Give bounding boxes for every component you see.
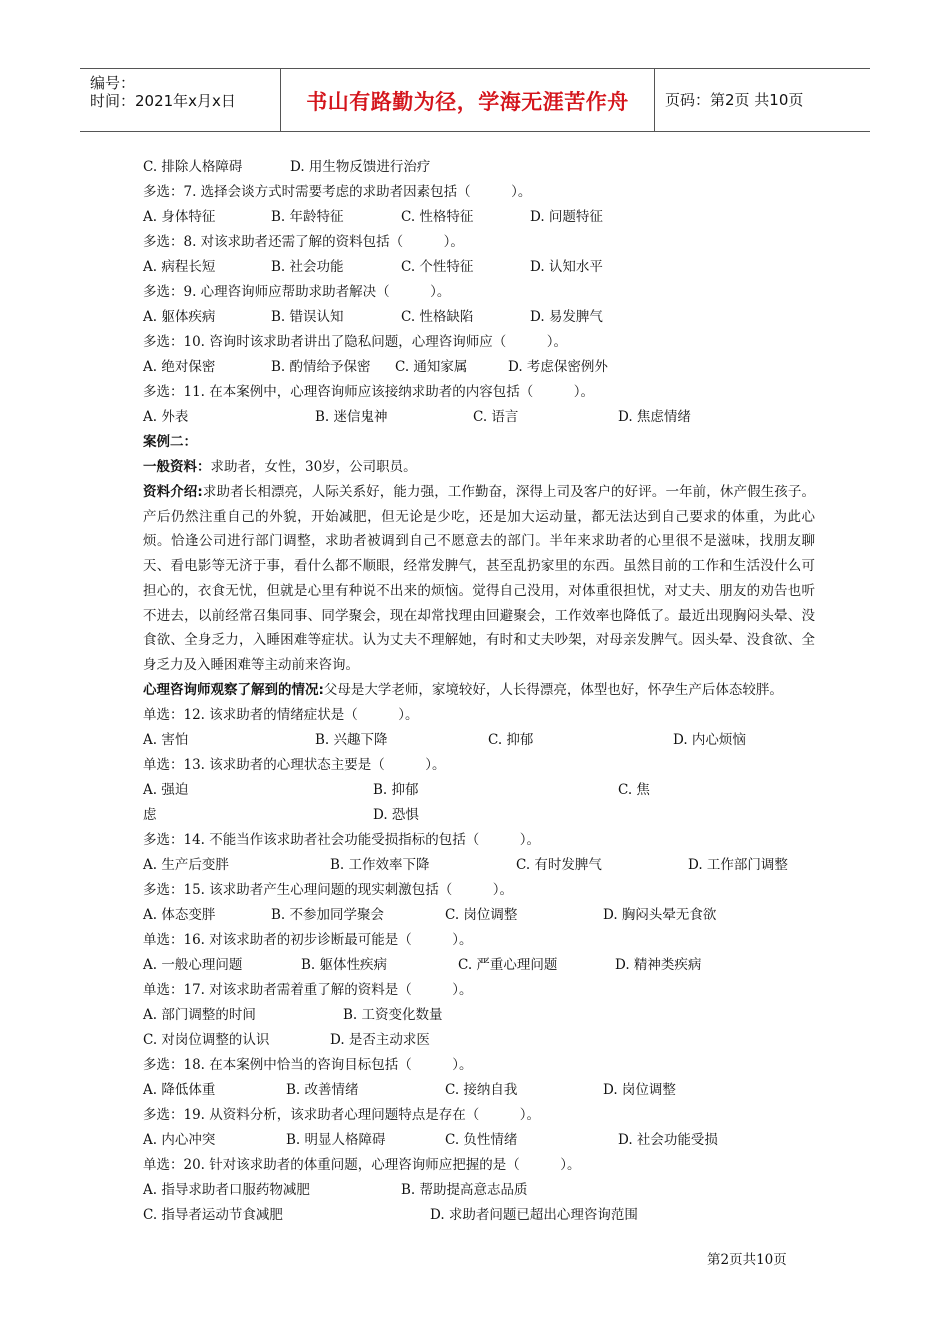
question-text: 多选：14. 不能当作该求助者社会功能受损指标的包括（ ）。: [143, 831, 541, 848]
header-motto-cell: [281, 69, 655, 131]
answer-option: A. 体态变胖: [143, 906, 216, 923]
answer-option: C. 性格特征: [401, 209, 474, 225]
section-label: 资料介绍:: [143, 484, 203, 500]
answer-option: C. 有时发脾气: [516, 856, 602, 873]
options-row: [143, 205, 815, 230]
answer-option: B. 改善情绪: [286, 1081, 359, 1098]
header-left-cell: [80, 69, 281, 131]
answer-option: D. 恐惧: [373, 806, 419, 823]
question-text: 多选：10. 咨询时该求助者讲出了隐私问题，心理咨询师应（ ）。: [143, 334, 568, 350]
answer-option: C. 性格缺陷: [401, 309, 474, 325]
options-row: [143, 778, 815, 803]
options-row: [143, 305, 815, 330]
answer-option: A. 害怕: [143, 731, 189, 748]
case-info: [143, 678, 815, 703]
question-text: 多选：7. 选择会谈方式时需要考虑的求助者因素包括（ ）。: [143, 184, 532, 200]
answer-option: A. 指导求助者口服药物减肥: [143, 1181, 310, 1198]
options-row: [143, 1003, 815, 1028]
answer-option: A. 生产后变胖: [143, 856, 229, 873]
options-row: [143, 355, 815, 380]
page-header: [80, 68, 870, 132]
answer-option: B. 抑郁: [373, 781, 419, 798]
options-row: [143, 1203, 815, 1228]
options-row: [143, 1178, 815, 1203]
options-row: [143, 953, 815, 978]
answer-option: D. 工作部门调整: [688, 856, 788, 873]
options-row: [143, 405, 815, 430]
answer-option: D. 焦虑情绪: [618, 409, 691, 425]
answer-option: B. 帮助提高意志品质: [401, 1181, 528, 1198]
answer-option: C. 岗位调整: [445, 906, 518, 923]
answer-option: C. 对岗位调整的认识: [143, 1031, 270, 1048]
question-text: 多选：18. 在本案例中恰当的咨询目标包括（ ）。: [143, 1056, 473, 1073]
question-text: 多选：9. 心理咨询师应帮助求助者解决（ ）。: [143, 284, 451, 300]
question-text: 单选：20. 针对该求助者的体重问题，心理咨询师应把握的是（ ）。: [143, 1156, 581, 1173]
answer-option: D. 认知水平: [530, 259, 603, 275]
answer-option: D. 胸闷头晕无食欲: [603, 906, 717, 923]
answer-option: B. 社会功能: [271, 259, 344, 275]
answer-option: B. 兴趣下降: [315, 731, 388, 748]
answer-option: D. 问题特征: [530, 209, 603, 225]
answer-option: B. 工作效率下降: [330, 856, 430, 873]
answer-option: D. 社会功能受损: [618, 1131, 718, 1148]
answer-option: C. 语言: [473, 409, 519, 425]
answer-option: D. 精神类疾病: [615, 956, 702, 973]
answer-option: B. 酌情给予保密: [271, 359, 371, 375]
answer-option: A. 绝对保密: [143, 359, 216, 375]
options-row: [143, 255, 815, 280]
time-label: 时间：2021年x月x日: [90, 92, 236, 110]
answer-option: A. 强迫: [143, 781, 189, 798]
answer-option: B. 不参加同学聚会: [271, 906, 385, 923]
section-text: 求助者长相漂亮，人际关系好，能力强，工作勤奋，深得上司及客户的好评。一年前，休产假生孩子。产后仍然注重自己的外貌，开始减肥，但无论是少吃，还是加大运动量，都无法达到自己要求的体重，为此心烦。恰逢公司进行部门调整，求助者被调到自己不愿意去的部门。半年来求助者的心里很不是滋味，找朋友聊天、看电影等无济于事，看什么都不顺眼，经常发脾气，甚至乱扔家里的东西。虽然目前的工作和生活没什么可担心的，衣食无忧，但就是心里有种说不出来的烦恼。觉得自己没用，对体重很担忧，对丈夫、朋友的劝告也听不进去，以前经常召集同事、同学聚会，现在却常找理由回避聚会，工作效率也降低了。最近出现胸闷头晕、没食欲、全身乏力，入睡困难等症状。认为丈夫不理解她，有时和丈夫吵架，对母亲发脾气。因头晕、没食欲、全身乏力及入睡困难等主动前来咨询。: [143, 484, 816, 673]
header-page-label: 页码：第2页 共10页: [665, 91, 804, 109]
document-body: [143, 155, 815, 1228]
answer-option: B. 迷信鬼神: [315, 409, 388, 425]
answer-option: D. 用生物反馈进行治疗: [290, 159, 431, 175]
answer-option: B. 工资变化数量: [343, 1006, 443, 1023]
options-row: [143, 803, 815, 828]
answer-option: D. 内心烦恼: [673, 731, 746, 748]
section-text: 父母是大学老师，家境较好，人长得漂亮，体型也好，怀孕生产后体态较胖。: [323, 681, 783, 698]
section-label: 心理咨询师观察了解到的情况:: [143, 681, 324, 698]
footer-page-number: 第2页共10页: [707, 1252, 787, 1268]
answer-option: B. 年龄特征: [271, 209, 344, 225]
options-row: [143, 903, 815, 928]
answer-option: C. 严重心理问题: [458, 956, 558, 973]
answer-option: C. 个性特征: [401, 259, 474, 275]
question-text: 多选：15. 该求助者产生心理问题的现实刺激包括（ ）。: [143, 881, 514, 898]
answer-option: A. 内心冲突: [143, 1131, 216, 1148]
question-text: 多选：19. 从资料分析，该求助者心理问题特点是存在（ ）。: [143, 1106, 541, 1123]
question-text: 单选：16. 对该求助者的初步诊断最可能是（ ）。: [143, 931, 473, 948]
case-description: [143, 480, 815, 678]
answer-option: A. 病程长短: [143, 259, 216, 275]
answer-option: D. 岗位调整: [603, 1081, 676, 1098]
question-text: 单选：12. 该求助者的情绪症状是（ ）。: [143, 706, 419, 723]
answer-option: A. 降低体重: [143, 1081, 216, 1098]
answer-option: D. 是否主动求医: [330, 1031, 430, 1048]
number-label: 编号：: [90, 74, 136, 92]
answer-option: A. 部门调整的时间: [143, 1006, 256, 1023]
header-right-cell: [655, 69, 870, 131]
answer-option: A. 一般心理问题: [143, 956, 243, 973]
section-text: 求助者，女性，30岁，公司职员。: [210, 459, 417, 475]
answer-option: C. 通知家属: [395, 359, 468, 375]
options-row: [143, 728, 815, 753]
case-title: 案例二：: [143, 434, 197, 450]
question-text: 多选：11. 在本案例中，心理咨询师应该接纳求助者的内容包括（ ）。: [143, 384, 595, 400]
options-row: [143, 1078, 815, 1103]
question-text: 单选：17. 对该求助者需着重了解的资料是（ ）。: [143, 981, 473, 998]
question-text: 多选：8. 对该求助者还需了解的资料包括（ ）。: [143, 234, 464, 250]
options-row: [143, 1028, 815, 1053]
case-info: [143, 455, 815, 480]
answer-option: 虑: [143, 806, 157, 823]
options-row: [143, 155, 815, 180]
answer-option: D. 求助者问题已超出心理咨询范围: [430, 1206, 638, 1223]
answer-option: B. 错误认知: [271, 309, 344, 325]
options-row: [143, 1128, 815, 1153]
answer-option: C. 焦: [618, 781, 650, 798]
answer-option: A. 躯体疾病: [143, 309, 216, 325]
question-text: 单选：13. 该求助者的心理状态主要是（ ）。: [143, 756, 446, 773]
options-row: [143, 853, 815, 878]
answer-option: C. 抑郁: [488, 731, 534, 748]
answer-option: C. 负性情绪: [445, 1131, 518, 1148]
motto: 书山有路勤为径，学海无涯苦作舟: [306, 90, 629, 114]
answer-option: C. 排除人格障碍: [143, 159, 243, 175]
answer-option: A. 外表: [143, 409, 189, 425]
section-label: 一般资料：: [143, 459, 211, 475]
answer-option: B. 躯体性疾病: [301, 956, 388, 973]
answer-option: D. 易发脾气: [530, 309, 603, 325]
answer-option: C. 指导者运动节食减肥: [143, 1206, 283, 1223]
answer-option: A. 身体特征: [143, 209, 216, 225]
answer-option: B. 明显人格障碍: [286, 1131, 386, 1148]
answer-option: C. 接纳自我: [445, 1081, 518, 1098]
answer-option: D. 考虑保密例外: [508, 359, 608, 375]
